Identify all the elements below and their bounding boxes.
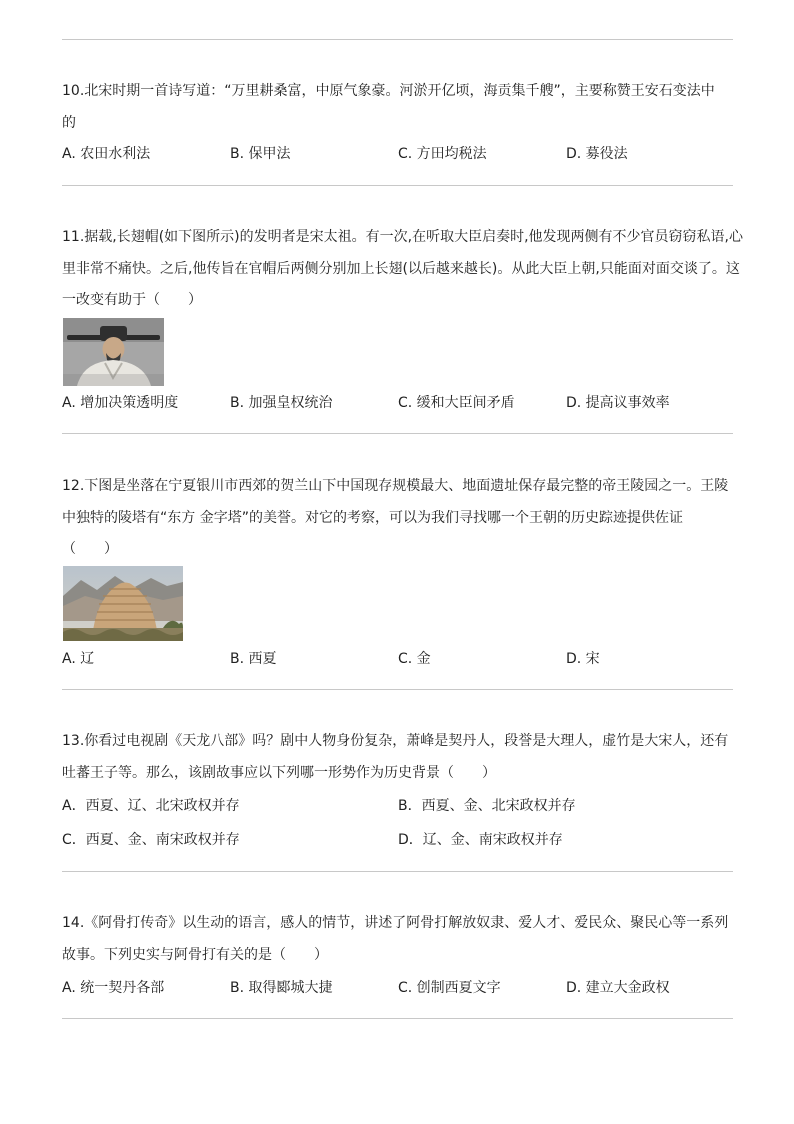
option-d[interactable]: D. 提高议事效率 [566,395,670,411]
mausoleum-photo-icon [63,566,183,641]
divider [62,871,733,872]
question-text: 12.下图是坐落在宁夏银川市西郊的贺兰山下中国现存规模最大、地面遗址保存最完整的帝王陵园之一。王陵 [62,478,729,494]
divider [62,689,733,690]
question-text: 故事。下列史实与阿骨打有关的是（ ） [62,947,328,963]
option-d[interactable]: D. 建立大金政权 [566,980,670,996]
divider [62,185,733,186]
option-a[interactable]: A. 辽 [62,651,95,667]
divider [62,1018,733,1019]
option-b[interactable]: B. 西夏 [230,651,277,667]
divider [62,39,733,40]
option-a[interactable]: A. 增加决策透明度 [62,395,179,411]
question-text: 里非常不痛快。之后,他传旨在官帽后两侧分别加上长翅(以后越来越长)。从此大臣上朝,只能面对面交谈了。这 [62,261,740,277]
option-a[interactable]: A. 农田水利法 [62,146,151,162]
option-c[interactable]: C. 创制西夏文字 [398,980,501,996]
option-c[interactable]: C. 缓和大臣间矛盾 [398,395,515,411]
divider [62,433,733,434]
option-c[interactable]: C. 金 [398,651,431,667]
option-d[interactable]: D. 募役法 [566,146,628,162]
option-c[interactable]: C．西夏、金、南宋政权并存 [62,832,240,848]
option-b[interactable]: B. 加强皇权统治 [230,395,333,411]
option-a[interactable]: A．西夏、辽、北宋政权并存 [62,798,240,814]
option-a[interactable]: A. 统一契丹各部 [62,980,165,996]
question-text: 13.你看过电视剧《天龙八部》吗？剧中人物身份复杂，萧峰是契丹人，段誉是大理人，虚竹是大宋人，还有 [62,733,729,749]
question-text: 11.据载,长翅帽(如下图所示)的发明者是宋太祖。有一次,在听取大臣启奏时,他发现两侧有不少官员窃窃私语,心 [62,229,743,245]
option-b[interactable]: B. 保甲法 [230,146,291,162]
question-text: 14.《阿骨打传奇》以生动的语言，感人的情节，讲述了阿骨打解放奴隶、爱人才、爱民众、聚民心等一系列 [62,915,729,931]
option-d[interactable]: D. 宋 [566,651,600,667]
option-b[interactable]: B. 取得郾城大捷 [230,980,333,996]
question-text: 吐蕃王子等。那么，该剧故事应以下列哪一形势作为历史背景（ ） [62,765,496,781]
question-text: 中独特的陵塔有“东方 金字塔”的美誉。对它的考察，可以为我们寻找哪一个王朝的历史踪迹提供佐证 [62,510,683,526]
question-text: 一改变有助于（ ） [62,292,202,308]
option-c[interactable]: C. 方田均税法 [398,146,487,162]
question-text: 10.北宋时期一首诗写道：“万里耕桑富，中原气象豪。河淤开亿顷，海贡集千艘”，主要称赞王安石变法中 [62,83,715,99]
question-text: （ ） [62,541,118,557]
portrait-photo-icon [63,318,164,386]
question-text: 的 [62,115,76,131]
option-b[interactable]: B．西夏、金、北宋政权并存 [398,798,576,814]
option-d[interactable]: D．辽、金、南宋政权并存 [398,832,563,848]
